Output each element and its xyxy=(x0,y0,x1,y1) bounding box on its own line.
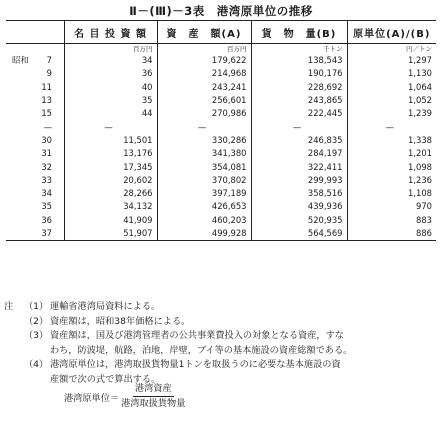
year-cell xyxy=(6,147,64,160)
unit-unit: 円／トン xyxy=(347,44,436,55)
table-row xyxy=(6,174,436,187)
year-label: — xyxy=(43,121,52,132)
investment-cell: 11,501 xyxy=(64,134,157,147)
note-text: 港湾原単位は，港湾取扱貨物量1トンを取扱うのに必要な基本施設の資 xyxy=(50,359,341,370)
formula xyxy=(64,383,185,410)
unit-cell: 1,338 xyxy=(347,134,436,147)
year-label: 7 xyxy=(46,55,52,66)
assets-cell: 460,203 xyxy=(157,214,251,227)
year-cell xyxy=(6,200,64,213)
year-label: 37 xyxy=(41,228,52,238)
investment-cell: 28,266 xyxy=(64,187,157,200)
year-cell xyxy=(6,187,64,200)
table-row xyxy=(6,160,436,173)
year-cell xyxy=(6,67,64,80)
note-4-continuation: 産額で次の式で算出する。 xyxy=(50,373,161,385)
table-row xyxy=(6,187,436,200)
table-row xyxy=(6,147,436,160)
header-assets: 資 産 額(A) xyxy=(157,21,251,44)
table-row xyxy=(6,134,436,147)
unit-cell: 1,130 xyxy=(347,67,436,80)
year-label: 36 xyxy=(41,214,52,225)
assets-cell: 426,653 xyxy=(157,200,251,213)
unit-cell: 1,108 xyxy=(347,187,436,200)
year-label: 15 xyxy=(41,108,52,119)
note-3 xyxy=(4,329,438,344)
cargo-cell: 243,865 xyxy=(251,94,347,107)
investment-cell: 34,132 xyxy=(64,200,157,213)
unit-cell: 970 xyxy=(347,200,436,213)
unit-cell: 1,064 xyxy=(347,81,436,94)
assets-cell: 330,286 xyxy=(157,134,251,147)
formula-fraction xyxy=(121,383,185,410)
unit-era xyxy=(6,44,64,55)
investment-cell: 20,602 xyxy=(64,174,157,187)
note-4 xyxy=(4,358,438,373)
investment-cell: 41,909 xyxy=(64,214,157,227)
header-unit: 原単位(A)/(B) xyxy=(347,21,436,44)
table-row xyxy=(6,214,436,227)
units-row xyxy=(6,44,436,55)
year-cell xyxy=(6,94,64,107)
year-label: 30 xyxy=(41,134,52,145)
assets-cell: 341,380 xyxy=(157,147,251,160)
year-cell xyxy=(6,214,64,227)
assets-cell: 499,928 xyxy=(157,227,251,241)
note-number: （2） xyxy=(24,315,49,327)
investment-cell: 36 xyxy=(64,67,157,80)
table-row xyxy=(6,120,436,133)
note-text: 運輸省港湾局資料による。 xyxy=(50,301,161,312)
table-row xyxy=(6,67,436,80)
table-row xyxy=(6,54,436,67)
assets-cell: 370,802 xyxy=(157,174,251,187)
formula-lhs: 港湾原単位＝ xyxy=(64,392,120,404)
year-cell xyxy=(6,134,64,147)
investment-cell: 35 xyxy=(64,94,157,107)
unit-cell: 1,236 xyxy=(347,174,436,187)
unit-cell: 1,098 xyxy=(347,160,436,173)
note-1 xyxy=(4,300,438,315)
investment-cell: 44 xyxy=(64,107,157,120)
year-label: 11 xyxy=(41,81,52,92)
year-cell xyxy=(6,227,64,241)
year-label: 31 xyxy=(41,148,52,159)
header-row xyxy=(6,21,436,44)
unit-cell: 1,201 xyxy=(347,147,436,160)
unit-cell: 1,052 xyxy=(347,94,436,107)
unit-cargo: 千トン xyxy=(251,44,347,55)
cargo-cell: 246,835 xyxy=(251,134,347,147)
cargo-cell: 190,176 xyxy=(251,67,347,80)
year-label: 32 xyxy=(41,161,52,172)
year-label: 35 xyxy=(41,201,52,212)
unit-assets: 百万円 xyxy=(157,44,251,55)
investment-cell: 13,176 xyxy=(64,147,157,160)
cargo-cell: 358,516 xyxy=(251,187,347,200)
table-title: Ⅱ－(Ⅲ)－3表 港湾原単位の推移 xyxy=(129,4,313,18)
note-number: （4） xyxy=(24,359,49,370)
year-label: 13 xyxy=(41,95,52,106)
year-label: 33 xyxy=(41,174,52,185)
unit-investment: 百万円 xyxy=(64,44,157,55)
investment-cell: 34 xyxy=(64,54,157,67)
cargo-cell: 284,197 xyxy=(251,147,347,160)
cargo-cell: 322,411 xyxy=(251,160,347,173)
era-label: 昭和 xyxy=(12,55,29,66)
assets-cell: 354,081 xyxy=(157,160,251,173)
note-number: （3） xyxy=(24,330,49,341)
cargo-cell: — xyxy=(251,120,347,133)
formula-numerator: 港湾資産 xyxy=(133,383,174,397)
assets-cell: 243,241 xyxy=(157,81,251,94)
unit-cell: 886 xyxy=(347,227,436,241)
assets-cell: 256,601 xyxy=(157,94,251,107)
header-cargo: 貨 物 量(B) xyxy=(251,21,347,44)
assets-cell: 179,622 xyxy=(157,54,251,67)
year-cell xyxy=(6,174,64,187)
notes xyxy=(4,300,438,387)
data-table xyxy=(6,20,436,241)
table-row xyxy=(6,227,436,241)
cargo-cell: 228,692 xyxy=(251,81,347,94)
unit-cell: 1,297 xyxy=(347,54,436,67)
unit-cell: 1,239 xyxy=(347,107,436,120)
note-3-continuation: わち，防波堤，航路，泊地，岸壁，ブイ等の基本施設の資産総額である。 xyxy=(50,344,353,356)
header-era xyxy=(6,21,64,44)
cargo-cell: 564,569 xyxy=(251,227,347,241)
assets-cell: — xyxy=(157,120,251,133)
note-number: （1） xyxy=(24,301,49,312)
cargo-cell: 222,445 xyxy=(251,107,347,120)
year-cell xyxy=(6,81,64,94)
year-cell xyxy=(6,107,64,120)
table-row xyxy=(6,200,436,213)
assets-cell: 270,986 xyxy=(157,107,251,120)
cargo-cell: 520,935 xyxy=(251,214,347,227)
investment-cell: 17,345 xyxy=(64,160,157,173)
table-row xyxy=(6,107,436,120)
unit-cell: 883 xyxy=(347,214,436,227)
cargo-cell: 439,936 xyxy=(251,200,347,213)
notes-lead: 注 xyxy=(4,301,14,312)
assets-cell: 397,189 xyxy=(157,187,251,200)
note-2 xyxy=(4,315,438,330)
formula-denominator: 港湾取扱貨物量 xyxy=(121,398,186,409)
note-text: 資産額は，国及び港湾管理者の公共事業費投入の対象となる資産，すな xyxy=(50,330,344,341)
investment-cell: 40 xyxy=(64,81,157,94)
assets-cell: 214,968 xyxy=(157,67,251,80)
table-row xyxy=(6,94,436,107)
cargo-cell: 299,993 xyxy=(251,174,347,187)
note-text: 資産額は，昭和38年価格による。 xyxy=(50,315,191,327)
year-cell xyxy=(6,54,64,67)
cargo-cell: 138,543 xyxy=(251,54,347,67)
year-cell xyxy=(6,120,64,133)
investment-cell: 51,907 xyxy=(64,227,157,241)
header-investment: 名 目 投 資 額 xyxy=(64,21,157,44)
investment-cell: — xyxy=(64,120,157,133)
unit-cell: — xyxy=(347,120,436,133)
year-label: 9 xyxy=(46,68,52,79)
year-cell xyxy=(6,160,64,173)
table-row xyxy=(6,81,436,94)
year-label: 34 xyxy=(41,188,52,199)
